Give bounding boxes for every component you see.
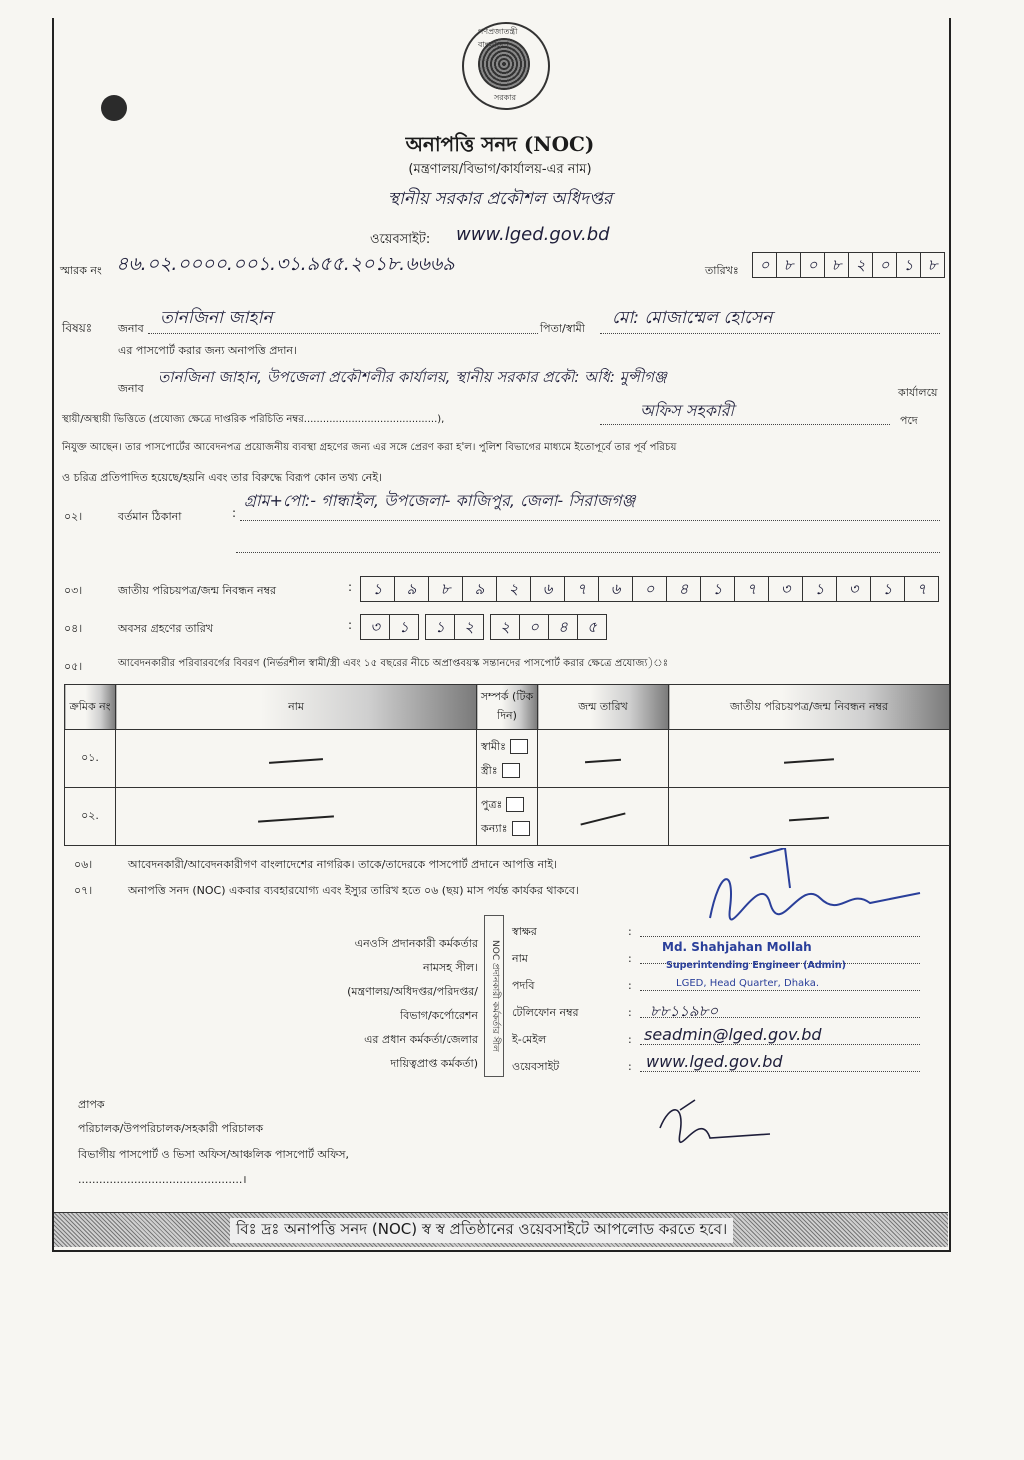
row-dob xyxy=(538,730,669,788)
subject-label: বিষয়ঃ xyxy=(62,321,93,335)
col-serial: ক্রমিক নং xyxy=(65,685,116,730)
seal-text-top: গণপ্রজাতন্ত্রী বাংলাদেশ xyxy=(478,27,518,49)
ref-number: ৪৬.০২.০০০০.০০১.৩১.৯৫৫.২০১৮.৬৬৬৯ xyxy=(116,253,455,275)
dotted-line xyxy=(640,1071,920,1072)
nid-digit: ১ xyxy=(871,577,905,601)
body-paragraph-2: ও চরিত্র প্রতিপাদিত হয়েছে/হয়নি এবং তার বিরুদ্ধে বিরূপ কোন তথ্য নেই। xyxy=(62,471,382,484)
document-title: অনাপত্তি সনদ (NOC) xyxy=(405,132,595,156)
date-digit: ২ xyxy=(849,253,873,277)
officer-line: এনওসি প্রদানকারী কর্মকর্তার xyxy=(354,937,478,950)
field-label: ওয়েবসাইট xyxy=(512,1060,560,1073)
nid-digit: ২ xyxy=(497,577,531,601)
family-details-label: আবেদনকারীর পরিবারবর্গের বিবরণ (নির্ভরশীল স্বামী/স্ত্রী এবং ১৫ বছরের নীচে অপ্রাপ্তবয়স্ক সন্তানদের পাসপোর্ট করার ক্ষেত্রে প্রযোজ্য)ঃ xyxy=(118,658,669,669)
dotted-line xyxy=(600,333,940,334)
date-digit: ০ xyxy=(753,253,777,277)
row-name xyxy=(116,730,477,788)
colon: : xyxy=(348,580,353,594)
date-digit: ১ xyxy=(897,253,921,277)
nid-digit: ৭ xyxy=(916,580,927,598)
officer-office: LGED, Head Quarter, Dhaka. xyxy=(676,978,820,989)
nid-digit: ৯ xyxy=(395,577,429,601)
officer-line: দায়িত্বপ্রাপ্ত কর্মকর্তা) xyxy=(390,1057,478,1070)
nid-digit: ৯ xyxy=(463,577,497,601)
retirement-date-boxes xyxy=(360,614,607,640)
nid-digit: ১ xyxy=(361,577,395,601)
nid-label: জাতীয় পরিচয়পত্র/জন্ম নিবন্ধন নম্বর xyxy=(118,584,277,597)
office-address: তানজিনা জাহান, উপজেলা প্রকৌশলীর কার্যালয়, স্থানীয় সরকার প্রকৌ: অধি: মুন্সীগঞ্জ xyxy=(158,368,667,386)
relation-wife: স্ত্রীঃ xyxy=(481,763,498,777)
date-digit: ০ xyxy=(873,253,897,277)
table-row xyxy=(65,788,950,846)
nid-boxes xyxy=(360,576,939,602)
husband-checkbox[interactable] xyxy=(510,739,528,754)
office-suffix: কার্যালয়ে xyxy=(898,386,938,399)
date-digit: ০ xyxy=(801,253,825,277)
nid-digit: ৭ xyxy=(735,577,769,601)
officer-line: বিভাগ/কর্পোরেশন xyxy=(400,1009,478,1022)
date-digit: ৮ xyxy=(927,256,938,274)
nid-digit: ৩ xyxy=(837,577,871,601)
field-label: ই-মেইল xyxy=(512,1033,547,1046)
field-label: নাম xyxy=(512,952,528,965)
family-table xyxy=(64,684,950,846)
father-name: মো: মোজাম্মেল হোসেন xyxy=(612,308,773,328)
officer-name: Md. Shahjahan Mollah xyxy=(662,940,812,954)
item-number: ০২। xyxy=(64,510,83,523)
officer-seal-strip: NOC প্রদানকারী কর্মকর্তার সীল xyxy=(484,915,504,1077)
col-name: নাম xyxy=(116,685,477,730)
row-nid xyxy=(669,788,950,846)
dotted-line xyxy=(640,990,920,991)
nid-digit: ৬ xyxy=(599,577,633,601)
subject-mr: জনাব xyxy=(118,322,144,335)
father-label: পিতা/স্বামী xyxy=(540,322,585,335)
officer-line: এর প্রধান কর্মকর্তা/জেলার xyxy=(364,1033,478,1046)
nid-digit: ৭ xyxy=(565,577,599,601)
retire-digit: ১ xyxy=(426,615,455,639)
officer-field-labels xyxy=(512,918,579,1080)
row-nid xyxy=(669,730,950,788)
post-name: অফিস সহকারী xyxy=(640,401,734,420)
date-digit: ৮ xyxy=(777,253,801,277)
nid-digit: ৬ xyxy=(531,577,565,601)
nid-digit: ১ xyxy=(803,577,837,601)
field-label: স্বাক্ষর xyxy=(512,925,537,938)
officer-email: seadmin@lged.gov.bd xyxy=(644,1025,822,1044)
row-name xyxy=(116,788,477,846)
row-serial: ০২. xyxy=(65,788,116,846)
basis-text: স্থায়ী/অস্থায়ী ভিত্তিতে (প্রযোজ্য ক্ষেত্রে দাপ্তরিক পরিচিতি নম্বর..........................................), xyxy=(62,414,445,425)
recipient-label: প্রাপক xyxy=(78,1098,105,1111)
retire-digit: ১ xyxy=(399,618,409,636)
nid-digit: ১ xyxy=(701,577,735,601)
colon: : xyxy=(348,618,353,632)
subject-line2: এর পাসপোর্ট করার জন্য অনাপত্তি প্রদান। xyxy=(118,344,297,357)
row-relation xyxy=(477,788,538,846)
citizenship-statement: আবেদনকারী/আবেদনকারীগণ বাংলাদেশের নাগরিক। তাকে/তাদেরকে পাসপোর্ট প্রদানে আপত্তি নাই। xyxy=(128,858,558,871)
retire-digit: ৩ xyxy=(361,615,390,639)
date-label: তারিখঃ xyxy=(705,264,739,277)
nid-digit: ৪ xyxy=(667,577,701,601)
current-address-value: গ্রাম+পো:- গান্ধাইল, উপজেলা- কাজিপুর, জেলা- সিরাজগঞ্জ xyxy=(244,491,636,510)
col-relation: সম্পর্ক (টিক দিন) xyxy=(477,685,538,730)
office-name: স্থানীয় সরকার প্রকৌশল অধিদপ্তর xyxy=(387,189,613,209)
item-number: ০৬। xyxy=(74,858,93,871)
row-relation xyxy=(477,730,538,788)
relation-husband: স্বামীঃ xyxy=(481,739,507,753)
row-dob xyxy=(538,788,669,846)
retire-digit: ২ xyxy=(491,615,520,639)
applicant-name: তানজিনা জাহান xyxy=(160,308,273,328)
officer-line: নামসহ সীল। xyxy=(423,961,478,974)
footer-note: বিঃ দ্রঃ অনাপত্তি সনদ (NOC) স্ব স্ব প্রতিষ্ঠানের ওয়েবসাইটে আপলোড করতে হবে। xyxy=(230,1218,733,1243)
retire-digit: ২ xyxy=(464,618,474,636)
officer-field-colons: : : : : : : xyxy=(628,925,632,1073)
item-number: ০৩। xyxy=(64,584,83,597)
item-number: ০৫। xyxy=(64,660,83,673)
officer-telephone: ৮৮১১৯৮০ xyxy=(650,1002,719,1020)
dotted-line xyxy=(600,424,890,425)
col-dob: জন্ম তারিখ xyxy=(538,685,669,730)
relation-daughter: কন্যাঃ xyxy=(481,821,508,835)
relation-son: পুত্রঃ xyxy=(481,797,503,811)
daughter-checkbox[interactable] xyxy=(512,821,530,836)
validity-statement: অনাপত্তি সনদ (NOC) একবার ব্যবহারযোগ্য এবং ইস্যুর তারিখ হতে ০৬ (ছয়) মাস পর্যন্ত কার্যকর থাকবে। xyxy=(128,884,579,897)
recipient-line-1: পরিচালক/উপপরিচালক/সহকারী পরিচালক xyxy=(78,1122,264,1135)
field-label: টেলিফোন নম্বর xyxy=(512,1006,579,1019)
wife-checkbox[interactable] xyxy=(502,763,520,778)
officer-signature xyxy=(690,848,930,940)
current-address-label: বর্তমান ঠিকানা xyxy=(118,510,182,523)
item-number: ০৭। xyxy=(74,884,93,897)
item-number: ০৪। xyxy=(64,622,83,635)
retire-digit: ৪ xyxy=(549,615,578,639)
website-label: ওয়েবসাইট: xyxy=(370,232,431,247)
dotted-line xyxy=(148,333,538,334)
website-value: www.lged.gov.bd xyxy=(456,224,610,245)
date-boxes xyxy=(752,252,945,278)
body-mr: জনাব xyxy=(118,382,144,395)
officer-left-block xyxy=(300,932,478,1076)
retire-digit: ০ xyxy=(520,615,549,639)
retire-digit: ৫ xyxy=(587,618,597,636)
officer-designation: Superintending Engineer (Admin) xyxy=(666,960,846,971)
field-label: পদবি xyxy=(512,979,535,992)
officer-website: www.lged.gov.bd xyxy=(646,1052,783,1071)
col-nid: জাতীয় পরিচয়পত্র/জন্ম নিবন্ধন নম্বর xyxy=(669,685,950,730)
nid-digit: ০ xyxy=(633,577,667,601)
government-seal xyxy=(462,22,550,110)
recipient-line-3: ...............................................। xyxy=(78,1173,247,1186)
post-suffix: পদে xyxy=(900,414,918,427)
initial-signature xyxy=(650,1098,780,1154)
row-serial: ০১. xyxy=(65,730,116,788)
date-digit: ৮ xyxy=(825,253,849,277)
son-checkbox[interactable] xyxy=(506,797,524,812)
document-subtitle: (মন্ত্রণালয়/বিভাগ/কার্যালয়-এর নাম) xyxy=(408,162,592,177)
ref-label: স্মারক নং xyxy=(60,264,102,277)
colon: : xyxy=(232,506,237,520)
retirement-date-label: অবসর গ্রহণের তারিখ xyxy=(118,622,213,635)
nid-digit: ৩ xyxy=(769,577,803,601)
dotted-line xyxy=(240,520,940,521)
officer-line: (মন্ত্রণালয়/অধিদপ্তর/পরিদপ্তর/ xyxy=(347,985,478,998)
nid-digit: ৮ xyxy=(429,577,463,601)
recipient-line-2: বিভাগীয় পাসপোর্ট ও ভিসা অফিস/আঞ্চলিক পাসপোর্ট অফিস, xyxy=(78,1148,349,1161)
body-paragraph-1: নিযুক্ত আছেন। তার পাসপোর্টের আবেদনপত্র প্রয়োজনীয় ব্যবস্থা গ্রহণের জন্য এর সঙ্গে প্রেরণ করা হ'ল। পুলিশ বিভাগের মাধ্যমে ইতোপূর্বে তার পূর্ব পরিচয় xyxy=(62,442,677,453)
seal-text-bottom: সরকার xyxy=(494,93,517,102)
dotted-line xyxy=(640,1044,920,1045)
punch-hole xyxy=(101,95,127,121)
table-row xyxy=(65,730,950,788)
dotted-line xyxy=(236,552,940,553)
